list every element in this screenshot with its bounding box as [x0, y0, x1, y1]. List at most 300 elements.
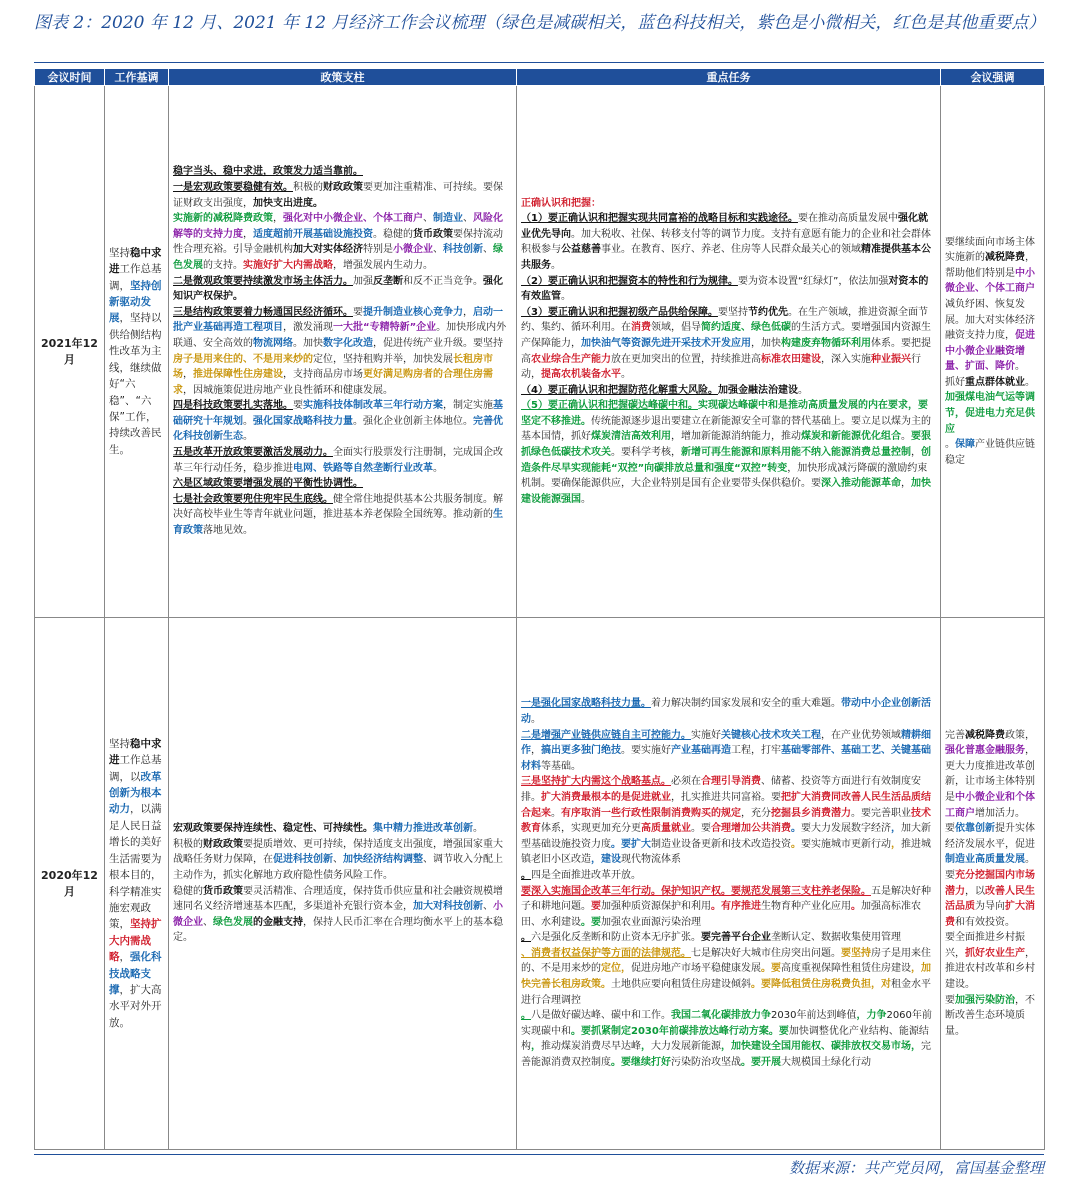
text-run: ，	[531, 1041, 541, 1053]
emphasis-2021	[941, 86, 1045, 618]
text-run: 加强污染防治	[955, 994, 1015, 1006]
text-run: 领域，倡导	[651, 322, 701, 334]
text-run: 改善人民生活品质	[945, 885, 1035, 913]
text-run: 要深入实施国企改革三年行动。保护知识产权。要规范发展第三支柱养老保险。	[521, 885, 871, 897]
text-run: 新增可再生能源和原料用能不纳入能源消费总量控制	[681, 447, 911, 459]
text-run: 坚持扩大内需战略	[109, 918, 162, 964]
text-run: 财政政策	[323, 181, 363, 193]
text-run: 。	[791, 823, 801, 835]
text-run: 要在推动高质量发展中	[797, 213, 898, 225]
text-run: 。要降低租赁住房税费负担，对	[751, 979, 891, 991]
text-run: 扩大消费	[945, 901, 1035, 928]
text-run: 工作总基调，以	[109, 754, 162, 783]
text-run: 一是强化国家战略科技力量。	[521, 698, 651, 710]
text-run: ，制定实施	[443, 400, 493, 412]
text-run: 完善	[945, 729, 965, 741]
text-run: 改革创新为根本动力	[109, 770, 162, 816]
text-run: 。	[1025, 376, 1035, 388]
text-run: 、	[333, 854, 343, 866]
text-run: 挖掘县乡消费潜力	[771, 807, 851, 819]
text-run: 。	[581, 493, 591, 505]
text-run: ，因城施策促进房地产业良性循环和健康发展。	[183, 384, 393, 396]
text-run: 的生活方式。要增强国内资源生产保障能力，	[521, 322, 931, 349]
top-divider	[34, 62, 1044, 63]
text-run: 。	[851, 901, 861, 913]
text-run: 构建废弃物循环利用	[781, 337, 871, 349]
text-run: 要大力发展数字经济	[801, 823, 891, 835]
text-run: 要保持流动性合理充裕。引导金融机构	[173, 228, 503, 256]
text-run: 加快油气等资源先进开采技术开发应用	[581, 337, 751, 349]
text-run: 农业综合生产能力	[531, 353, 611, 365]
text-run: ，坚持以供给侧结构性改革为主线，继续做好“六稳”、“六保”工作，持续改善民生。	[109, 312, 162, 456]
text-run: 推进保障性住房建设	[193, 369, 283, 381]
text-run: ，	[901, 478, 911, 490]
text-run: ，	[891, 838, 901, 850]
text-run: ，加快完善长租房政策。	[521, 963, 931, 991]
text-run: 物流网络	[253, 337, 293, 349]
text-run: 。稳健的	[373, 228, 413, 240]
text-run: 实施好	[691, 729, 721, 741]
text-run: 电网、铁路等自然垄断行业改革	[293, 462, 433, 474]
text-run: 要	[945, 869, 955, 881]
text-run: 七是解决好大城市住房突出问题。	[691, 947, 841, 959]
text-run: 。	[791, 838, 801, 850]
text-run: 、	[483, 901, 493, 913]
text-run: 。要抓紧制定2030年前碳排放达峰行动方案。要	[571, 1025, 789, 1037]
text-run: ，	[273, 213, 283, 225]
text-run: 坚持创新驱动发展	[109, 279, 162, 325]
text-run: 要坚持	[717, 306, 748, 318]
text-run: （5）要正确认识和把握碳达峰碳中和。	[521, 400, 698, 412]
text-run: 四是全面推进改革开放。	[531, 869, 641, 881]
text-run: 实施科技体制改革三年行动方案	[303, 400, 443, 412]
text-run: ，深入实施	[821, 353, 871, 365]
text-run: 。强化企业创新主体地位。	[353, 415, 473, 427]
text-run: 更好满足购房者的合理住房需求	[173, 369, 493, 396]
text-run: 要	[293, 400, 303, 412]
text-run: 事业。在教育、医疗、养老、住房等人民群众最关心的领域	[601, 244, 861, 256]
text-run: 精准提供基本公共服务	[521, 244, 931, 271]
text-run: 土地供应要向租赁住房建设倾斜	[611, 979, 751, 991]
text-run: 加快建设能源强国	[521, 478, 931, 505]
emphasis-2020	[941, 618, 1045, 1150]
text-run: 行动，	[521, 353, 921, 381]
text-run: 三是坚持扩大内需这个战略基点。	[521, 776, 671, 788]
text-run: 适度超前开展基础设施投资	[253, 228, 373, 240]
text-run: 节约优先	[747, 306, 788, 318]
text-run: ，加快建设全国用能权、碳排放权交易市场，	[721, 1041, 921, 1053]
text-run: 搞出更多独门绝技	[541, 745, 621, 757]
text-run: 房子是用来住的、不是用来炒的	[521, 947, 931, 975]
text-run: ，	[119, 951, 130, 964]
text-run: 、储蓄、投资等方面进行有效制度安排。	[521, 776, 921, 803]
text-run: 。	[521, 932, 531, 944]
text-run: 坚持	[109, 246, 130, 259]
text-run: 要	[945, 823, 955, 835]
text-run: 一大批“专精特新”企业	[333, 322, 437, 334]
text-run: 要	[591, 901, 601, 913]
text-run: 健全常住地提供基本公共服务制度。解决好高校毕业生等青年就业问题，推进基本养老保险全国统筹。推动新的	[173, 493, 503, 521]
text-run: 增加活力。	[975, 807, 1025, 819]
text-run: 制造业	[433, 213, 463, 225]
text-run: 。	[1015, 361, 1025, 373]
meeting-date-2020: 2020年12月	[35, 618, 105, 1150]
text-run: 实现碳达峰碳中和是推动高质量发展的内在要求，要坚定不移推进。	[521, 400, 928, 427]
text-run: 加大新型基础设施投资力度	[521, 823, 931, 850]
text-run: 一是宏观政策要稳健有效。	[173, 181, 293, 193]
text-run: 实施好扩大内需战略	[243, 259, 333, 271]
text-run: 着力解决制约国家发展和安全的重大难题。	[651, 698, 841, 710]
text-run: 。要开展	[741, 1057, 781, 1069]
text-run: 。	[551, 259, 561, 271]
text-run: 大力发展新能源	[651, 1041, 721, 1053]
text-run: 稳中求进	[109, 737, 162, 767]
text-run: 。	[551, 807, 561, 819]
text-run: 扩大消费最根本的是促进就业	[541, 791, 671, 803]
text-run: 租金水平进行合理调控	[521, 979, 931, 1006]
text-run: 货币政策	[203, 885, 243, 897]
text-run: 推动煤炭消费尽早达峰	[541, 1041, 641, 1053]
text-run: 现代物流体系	[621, 854, 681, 866]
text-run: 。要	[761, 963, 781, 975]
text-run: 和有效投资。	[955, 916, 1015, 928]
text-run: 加强高标准农田、水利建设	[521, 901, 921, 928]
text-run: 。	[531, 713, 541, 725]
text-run: 种业振兴	[871, 353, 911, 365]
text-run: 和反不正当竞争。	[403, 275, 483, 287]
header-tasks: 重点任务	[517, 69, 941, 86]
text-run: 加快调整优化产业结构、能源结构	[521, 1025, 929, 1053]
text-run: ，	[911, 447, 921, 459]
text-run: 五是改革开放政策要激活发展动力。	[173, 447, 333, 459]
text-run: 关键核心技术攻关工程	[721, 729, 821, 741]
text-run: 加强农业面源污染治理	[601, 916, 701, 928]
header-emphasis: 会议强调	[941, 69, 1045, 86]
text-run: 、	[433, 244, 443, 256]
text-run: ，	[243, 228, 253, 240]
text-run: 煤炭和新能源优化组合	[801, 431, 901, 443]
text-run: 。要科学考核，	[611, 447, 681, 459]
text-run: ，以	[965, 885, 985, 897]
text-run: 要继续面向市场主体实施新的	[945, 236, 1035, 264]
text-run: 要	[353, 306, 363, 318]
text-run: ，支持商品房市场	[283, 369, 363, 381]
text-run: 促进中小微企业融资增量、扩面、降价	[945, 330, 1035, 373]
text-run: 依靠创新	[955, 823, 995, 835]
text-run: 标准农田建设	[761, 353, 821, 365]
text-run: 。	[797, 384, 808, 396]
text-run: 加强金融法治建设	[717, 384, 798, 396]
text-run: 长租房市场	[173, 353, 493, 381]
text-run: 。有序推进	[711, 901, 761, 913]
text-run: 。要完善职业	[851, 807, 911, 819]
text-run: （1）要正确认识和把握实现共同富裕的战略目标和实践途径。	[521, 213, 798, 225]
text-run: 体系。要把提高	[521, 337, 931, 365]
text-run: 推进城镇老旧小区改造	[521, 838, 931, 866]
tone-2020	[105, 618, 169, 1150]
text-run: 二是微观政策要持续激发市场主体活力。	[173, 275, 353, 287]
text-run: 加大对实体经济	[293, 244, 363, 256]
meeting-date-2021: 2021年12月	[35, 86, 105, 618]
text-run: 高度重视保障性租赁住房建设	[781, 963, 911, 975]
text-run: 强化就业优先导向	[521, 213, 928, 240]
text-run: 宏观政策要保持连续性、稳定性、可持续性。	[173, 823, 373, 835]
text-run: 、调节收入分配上主动作为，抓实化解地方政府隐性债务风险工作。	[173, 854, 503, 881]
text-run: 精耕细作	[521, 729, 931, 757]
text-run: 技术教育	[521, 807, 931, 835]
text-run: 。	[433, 462, 443, 474]
text-run: ，在产业优势领域	[821, 729, 901, 741]
text-run: 六是强化反垄断和防止资本无序扩张。	[531, 932, 701, 944]
text-run: 稳字当头、稳中求进，政策发力适当靠前。	[173, 166, 363, 178]
text-run: 加强	[353, 275, 373, 287]
table-header-row	[35, 69, 1045, 86]
text-run: ，	[641, 1041, 651, 1053]
text-run: 产业基础再造	[671, 745, 731, 757]
text-run: 要	[945, 994, 955, 1006]
text-run: （4）要正确认识和把握防范化解重大风险。	[521, 384, 718, 396]
text-run: ，保持人民币汇率在合理均衡水平上的基本稳定。	[173, 916, 503, 944]
text-run: 积极的	[293, 181, 323, 193]
text-run: ，加快形成减污降碳的激励约束机制。要确保能源供应，大企业特别是国有企业要带头保供稳价。要	[521, 462, 928, 490]
text-run: 2060年前实现碳中和	[521, 1010, 932, 1037]
text-run: 减税降费	[965, 729, 1005, 741]
text-run: 要全面推进乡村振兴，	[945, 932, 1025, 959]
text-run: 、	[483, 244, 493, 256]
text-run: 。	[621, 369, 631, 381]
text-run: 。要实施好	[621, 745, 671, 757]
text-run: 、	[463, 213, 473, 225]
text-run: 放在更加突出的位置，持续推进高	[611, 353, 761, 365]
text-run: 加强煤电油气运等调节，促进电力充足供应	[945, 392, 1035, 435]
text-run: 集中精力推进改革创新	[373, 823, 473, 835]
text-run: 。要	[581, 916, 601, 928]
text-run: ，	[891, 823, 901, 835]
text-run: 财政政策	[203, 838, 243, 850]
text-run: 反垄断	[373, 275, 403, 287]
text-run: 工程，打牢	[731, 745, 781, 757]
text-run: 大规模国土绿化行动	[781, 1057, 871, 1069]
text-run: 。要	[691, 823, 711, 835]
text-run: 基础研究十年规划	[173, 400, 503, 427]
text-run: 要提质增效、更可持续，保持适度支出强度，增强国家重大战略任务财力保障，在	[173, 838, 503, 866]
text-run: 生育政策	[173, 509, 503, 537]
table-row-2020	[35, 618, 1045, 1150]
text-run: 煤炭清洁高效利用	[591, 431, 671, 443]
text-run: 必须在	[671, 776, 701, 788]
text-run: 三是结构政策要着力畅通国民经济循环。	[173, 306, 353, 318]
text-run: ，充分	[741, 807, 771, 819]
text-run: ，扎实推进共同富裕。要	[671, 791, 781, 803]
text-run: 要更加注重精准、可持续。要保证财政支出强度，	[173, 181, 503, 209]
text-run: ，增加新能源消纳能力，推动	[671, 431, 801, 443]
tasks-2021	[517, 86, 941, 618]
text-run: 要实施城市更新行动	[801, 838, 891, 850]
header-policy: 政策支柱	[169, 69, 517, 86]
text-run: 货币政策	[413, 228, 453, 240]
text-run: 、	[423, 213, 433, 225]
bottom-divider	[34, 1154, 1044, 1155]
text-run: ，扩大高水平对外开放。	[109, 983, 162, 1029]
tone-2021	[105, 86, 169, 618]
policy-2020	[169, 618, 517, 1150]
text-run: 完善优化科技创新生态	[173, 415, 503, 443]
text-run: 全面实行股票发行注册制，完成国企改革三年行动任务，稳步推进	[173, 447, 503, 474]
text-run: 科技创新	[443, 244, 483, 256]
text-run: 强化对中小微企业、个体工商户	[283, 213, 423, 225]
text-run: 。在生产领域，推进资源全面节约、集约、循环利用。在	[521, 306, 928, 334]
text-run: 基础零部件、基础工艺、关键基础材料	[521, 745, 931, 772]
text-run: 二是增强产业链供应链自主可控能力。	[521, 729, 691, 741]
text-run: ，推进农村改革和乡村建设。	[945, 947, 1035, 991]
text-run: 提升实体经济发展水平，促进	[945, 823, 1035, 850]
text-run: 要为资本设置“红绿灯”，依法加强	[737, 275, 889, 287]
text-run: 、消费者权益保护等方面的法律规范。	[521, 947, 691, 959]
text-run: 坚持	[109, 737, 130, 750]
text-run: ，	[531, 745, 541, 757]
text-run: ，以满足人民日益增长的美好生活需要为根本目的，科学精准实施宏观政策，	[109, 803, 162, 931]
text-run: 要狠抓绿色低碳技术攻关	[521, 431, 931, 459]
text-run: 等基础。	[541, 760, 581, 772]
text-run: 政策，	[1005, 729, 1035, 741]
text-run: 。	[1025, 854, 1035, 866]
text-run: 减负纾困、恢复发展。加大对实体经济融资支持力度，	[945, 298, 1035, 342]
text-run: 。	[243, 431, 253, 443]
text-run: 充分挖掘国内市场潜力	[945, 869, 1035, 897]
text-run: 传统能源逐步退出要建立在新能源安全可靠的替代基础上。要立足以煤为主的基本国情，抓好	[521, 415, 931, 443]
text-run: 加快经济结构调整	[343, 854, 423, 866]
text-run: ，加快	[751, 337, 781, 349]
text-run: 抓好农业生产	[965, 947, 1025, 959]
text-run: 。要继续打好	[611, 1057, 671, 1069]
text-run: ，帮助他们特别是	[945, 252, 1035, 279]
text-run: 合理增加公共消费	[711, 823, 791, 835]
text-run: 加快支出进度。	[253, 197, 323, 209]
text-run: 。加快	[293, 337, 323, 349]
text-run: 生物育种产业化应用	[761, 901, 851, 913]
text-run: 正确认识和把握：	[521, 197, 601, 209]
text-run: ，激发涌现	[283, 322, 333, 334]
text-run: 保障	[955, 439, 975, 451]
text-run: 要坚持	[841, 947, 871, 959]
text-run: 2030年前达到峰值	[771, 1010, 857, 1022]
text-run: 定位，	[601, 963, 631, 975]
text-run: 创造条件尽早实现能耗“双控”向碳排放总量和强度“双控”转变	[521, 447, 931, 474]
text-run: 体系，实现更加充分更	[541, 823, 641, 835]
text-run: 落地见效。	[203, 525, 253, 537]
text-run: 重点群体就业	[965, 376, 1025, 388]
text-run: （2）要正确认识和把握资本的特性和行为规律。	[521, 275, 738, 287]
text-run: 加大对科技创新	[413, 901, 483, 913]
text-run: 污染防治攻坚战	[671, 1057, 741, 1069]
text-run: 产业链供应链稳定	[945, 439, 1035, 466]
text-run: 减税降费	[985, 252, 1025, 264]
header-date: 会议时间	[35, 69, 105, 86]
source-note: 数据来源：共产党员网，富国基金整理	[788, 1159, 1044, 1177]
text-run: 稳中求进	[109, 246, 162, 276]
text-run: 特别是	[363, 244, 393, 256]
text-run: 提升制造业核心竞争力	[363, 306, 463, 318]
text-run: 。加快形成内外联通、安全高效的	[173, 322, 507, 349]
text-run: 。要扩大	[611, 838, 651, 850]
text-run: 对资本的有效监管	[521, 275, 929, 303]
text-run: 积极的	[173, 838, 203, 850]
text-run: 五是解决好种子和耕地问题。	[521, 885, 931, 913]
text-run: 合理引导消费	[701, 776, 761, 788]
text-run: 小微企业	[173, 901, 503, 928]
text-run: 强化普惠金融服务	[945, 745, 1025, 757]
header-tone: 工作基调	[105, 69, 169, 86]
text-run: ，	[183, 369, 193, 381]
text-run: 。	[901, 431, 911, 443]
text-run: 我国二氧化碳排放力争	[671, 1010, 771, 1022]
text-run: 加强种质资源保护和利用	[601, 901, 711, 913]
text-run: 小微企业	[393, 244, 433, 256]
text-run: 消费	[631, 322, 651, 334]
text-run: 强化知识产权保护。	[173, 275, 503, 303]
text-run: ，力争	[856, 1010, 887, 1022]
text-run: ，更大力度推进改革创新，让市场主体特别是	[945, 745, 1035, 803]
text-run: 高质量就业	[641, 823, 691, 835]
text-run: 为导向	[975, 901, 1005, 913]
text-run: （3）要正确认识和把握初级产品供给保障。	[521, 306, 718, 318]
text-run: 。	[561, 291, 571, 303]
meeting-table	[34, 68, 1045, 1150]
text-run: 要灵活精准、合理适度，保持货币供应量和社会融资规模增速同名义经济增速基本匹配，多渠道补充银行资本金，	[173, 885, 503, 913]
text-run: 促进房地产市场平稳健康发展	[631, 963, 761, 975]
text-run: 完善能源消费双控制度	[521, 1041, 931, 1069]
text-run: 抓好	[945, 376, 965, 388]
text-run: 中小微企业和个体工商户	[945, 791, 1035, 819]
text-run: 垄断认定、数据收集使用管理	[771, 932, 901, 944]
text-run: 中小微企业、个体工商户	[945, 267, 1035, 295]
text-run: 绿色发展	[173, 244, 503, 271]
text-run: 的支持。	[203, 259, 243, 271]
text-run: 深入推动能源革命	[821, 478, 901, 490]
text-run: 工作总基调，	[109, 263, 162, 292]
text-run: ，不断改善生态环境质量。	[945, 994, 1035, 1037]
text-run: 四是科技政策要扎实落地。	[173, 400, 293, 412]
text-run: 。	[473, 823, 483, 835]
text-run: 启动一批产业基础再造工程项目	[173, 306, 503, 334]
text-run: ，促进传统产业升级。要坚持	[373, 337, 503, 349]
text-run: 实施新的减税降费政策	[173, 213, 273, 225]
text-run: 提高农机装备水平	[541, 369, 621, 381]
text-run: 。	[521, 869, 531, 881]
text-run: 绿色发展	[213, 916, 253, 928]
text-run: ，	[463, 306, 473, 318]
text-run: 公益慈善	[561, 244, 601, 256]
text-run: 。	[945, 439, 955, 451]
text-run: 强化国家战略科技力量	[253, 415, 353, 427]
text-run: 、	[203, 916, 213, 928]
text-run: 要完善平台企业	[701, 932, 771, 944]
text-run: ，建设	[591, 854, 621, 866]
text-run: 六是区域政策要增强发展的平衡性协调性。	[173, 478, 363, 490]
text-run: 七是社会政策要兜住兜牢民生底线。	[173, 493, 333, 505]
text-run: ，增强发展内生动力。	[333, 259, 433, 271]
text-run: 。	[521, 1010, 531, 1022]
text-run: 简约适度、绿色低碳	[701, 322, 791, 334]
text-run: 房子是用来住的、不是用来炒的	[173, 353, 313, 365]
text-run: 制造业设备更新和技术改造投资	[651, 838, 791, 850]
text-run: 八是做好碳达峰、碳中和工作。	[531, 1010, 671, 1022]
text-run: 。	[243, 415, 253, 427]
text-run: 数字化改造	[323, 337, 373, 349]
text-run: 带动中小企业创新活动	[521, 698, 931, 725]
text-run: 稳健的	[173, 885, 203, 897]
text-run: 制造业高质量发展	[945, 854, 1025, 866]
